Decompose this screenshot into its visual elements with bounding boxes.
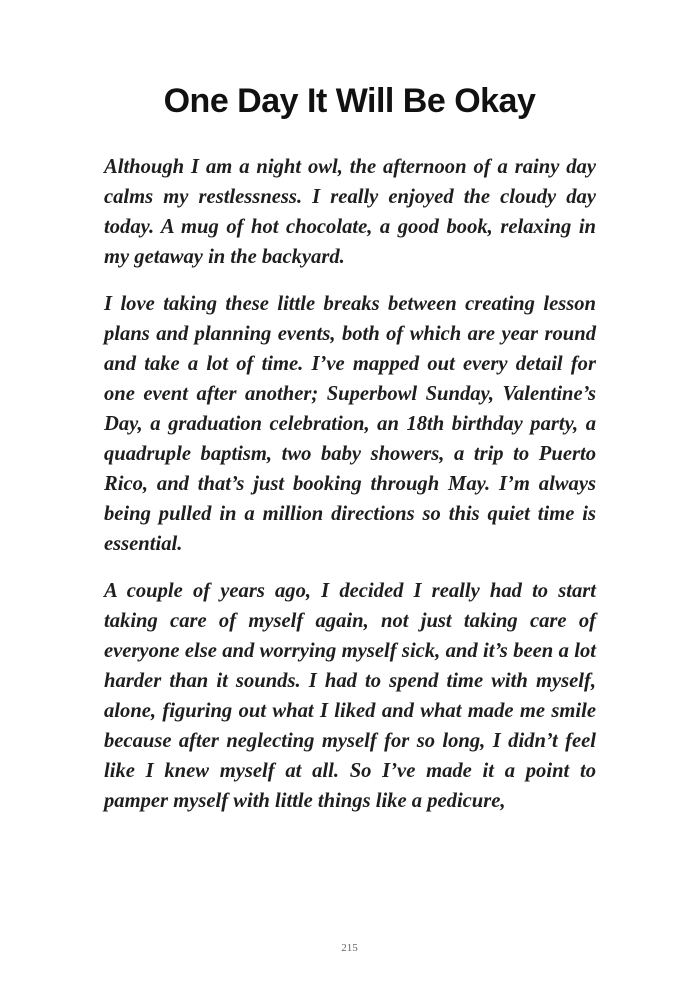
body-text: [104, 152, 596, 833]
page-number: 215: [341, 942, 358, 954]
chapter-title: One Day It Will Be Okay: [163, 82, 536, 120]
paragraph-2: I love taking these little breaks between creating lesson plans and planning events, both of which are year round and take a lot of time. I’ve mapped out every detail for one event after another; Superbowl Sunday, Valentine’s Day, a graduation celebration, an 18th birthday party, a quadruple baptism, two baby showers, a trip to Puerto Rico, and that’s just booking through May. I’m always being pulled in a million directions so this quiet time is essential.: [104, 293, 596, 555]
paragraph-3: A couple of years ago, I decided I really had to start taking care of myself again, not just taking care of everyone else and worrying myself sick, and it’s been a lot harder than it sounds. I had to spend time with myself, alone, figuring out what I liked and what made me smile because after neglecting myself for so long, I didn’t feel like I knew myself at all. So I’ve made it a point to pamper myself with little things like a pedicure,: [104, 580, 596, 812]
paragraph-1: Although I am a night owl, the afternoon of a rainy day calms my restlessness. I really enjoyed the cloudy day today. A mug of hot chocolate, a good book, relaxing in my getaway in the backyard.: [104, 156, 596, 268]
